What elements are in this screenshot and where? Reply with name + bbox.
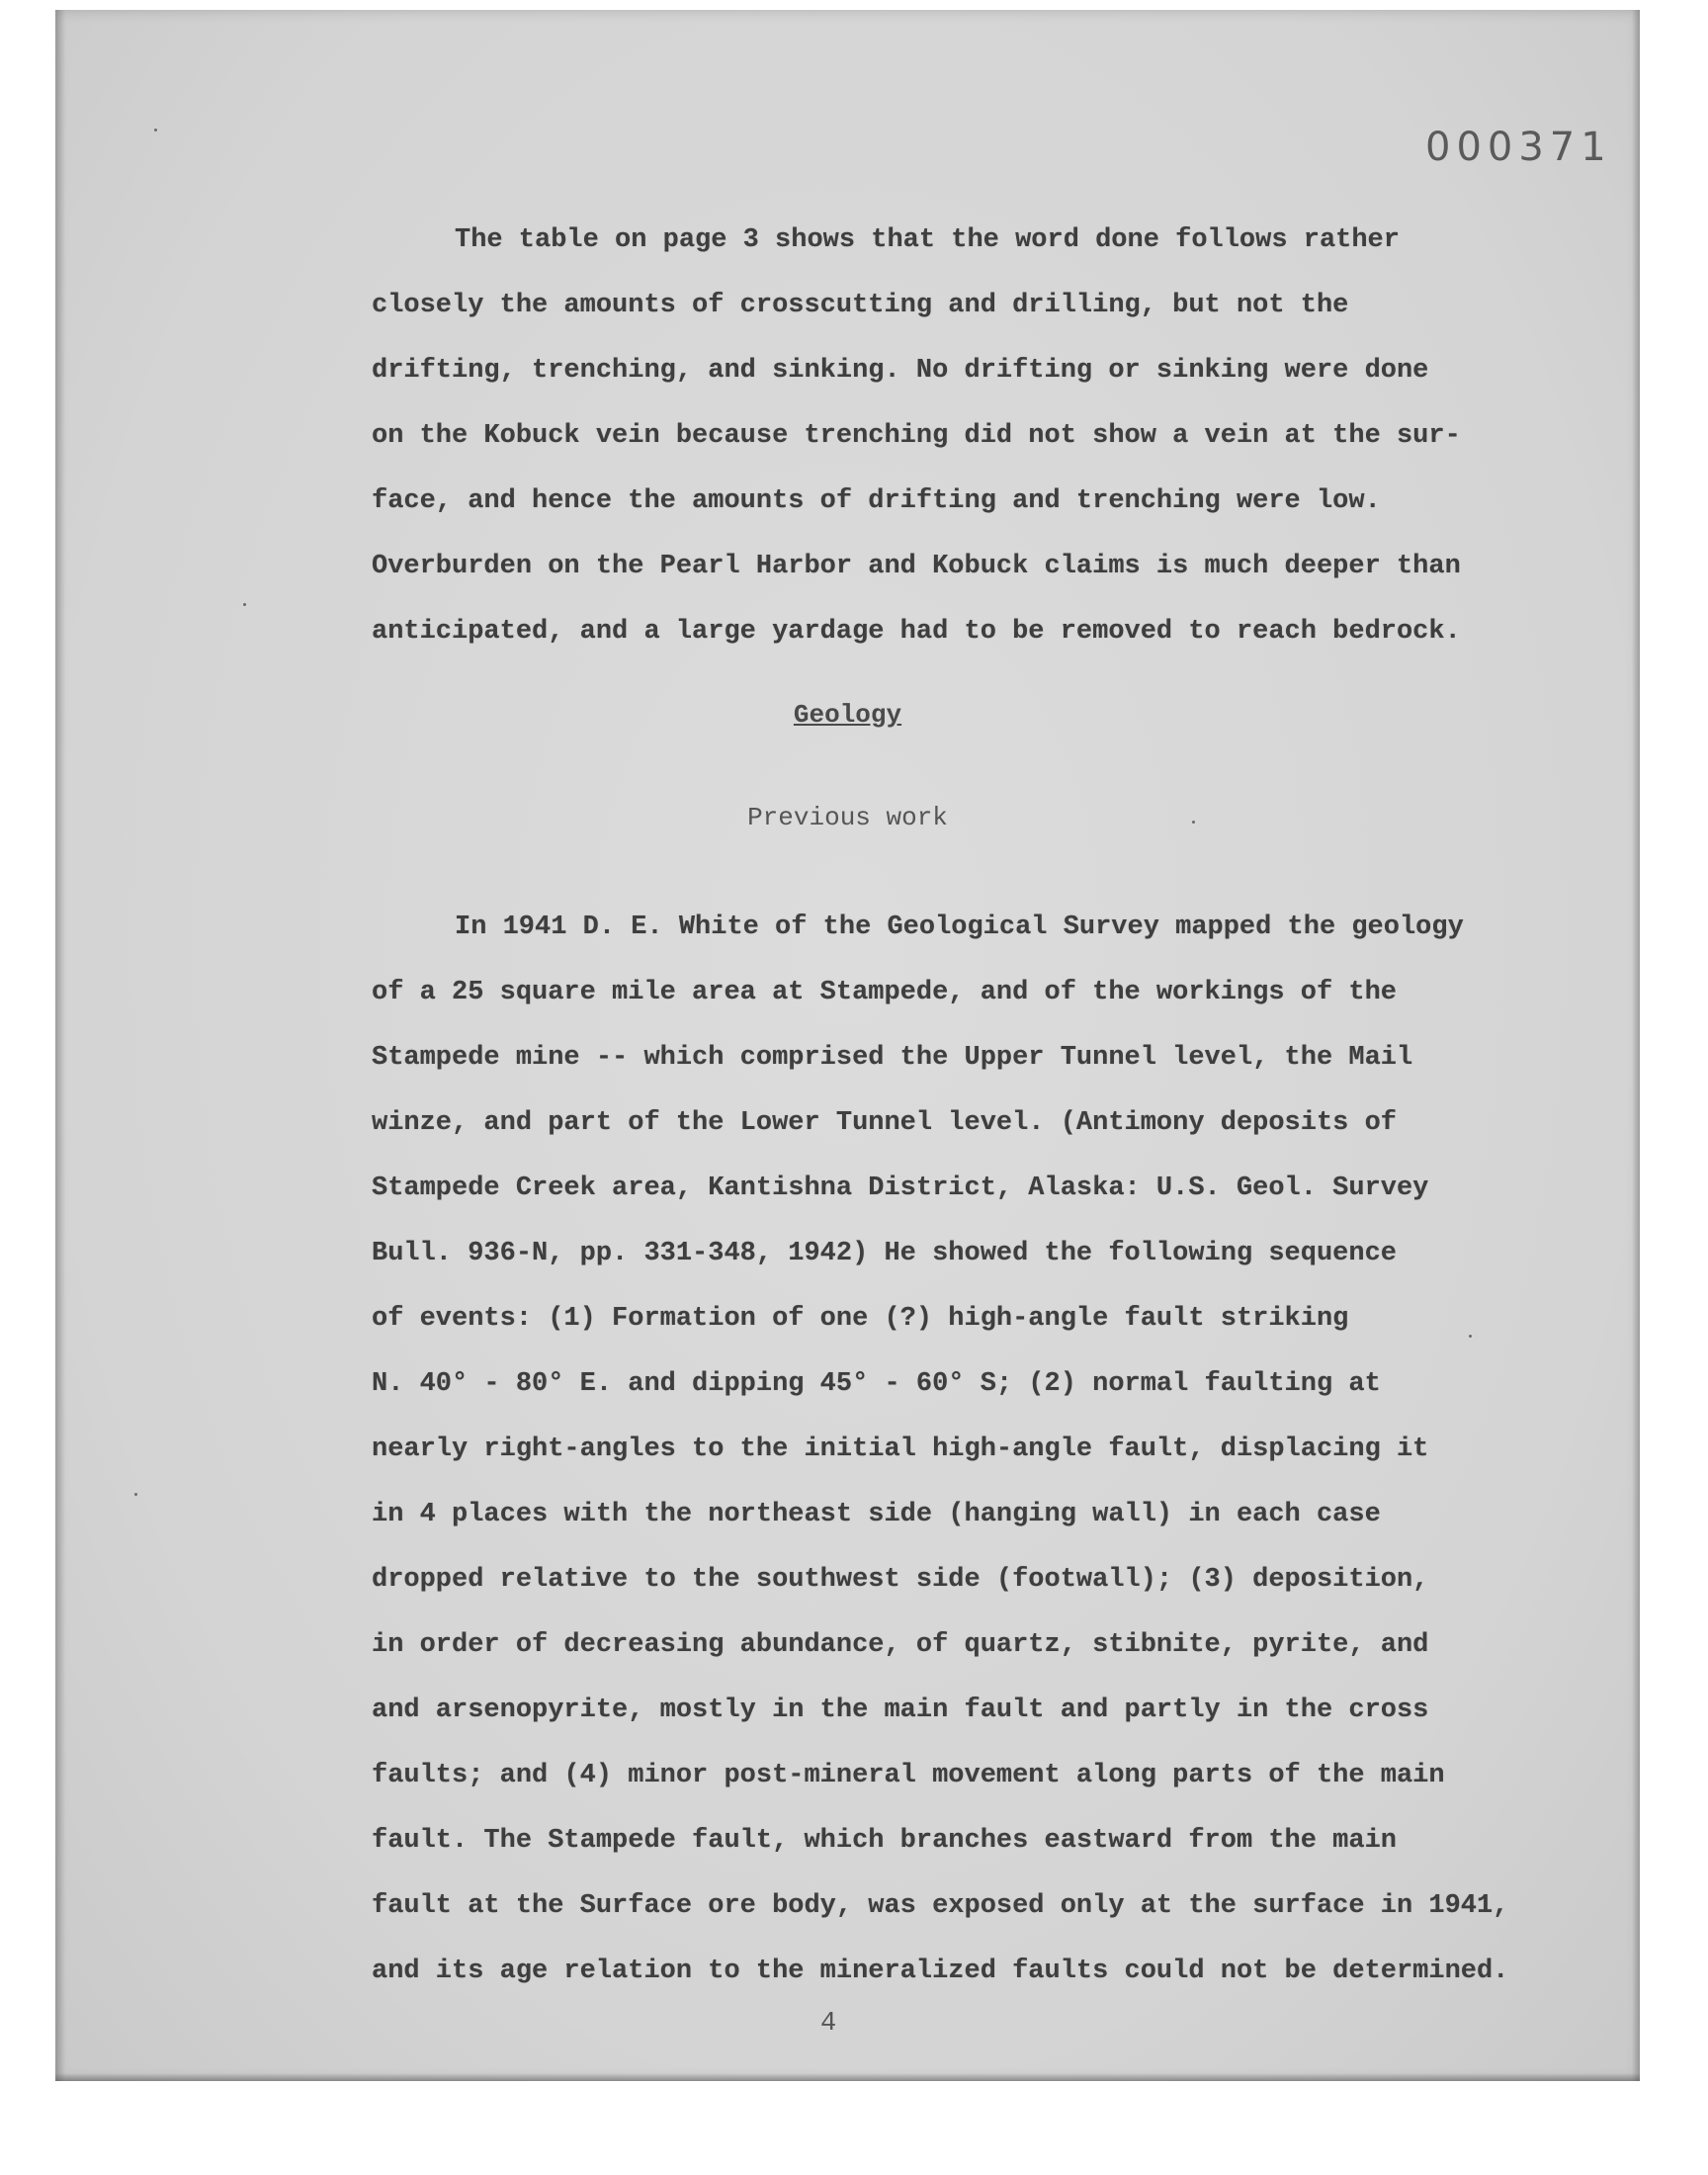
text-line: dropped relative to the southwest side (footwall); (3) deposition, [372,1565,1429,1595]
text-line: of a 25 square mile area at Stampede, and of the workings of the [372,978,1397,1007]
document-number: 000371 [1425,125,1612,170]
text-line: closely the amounts of crosscutting and drilling, but not the [372,291,1349,320]
scan-speck [134,1493,137,1496]
text-line: of events: (1) Formation of one (?) high-angle fault striking [372,1304,1349,1334]
text-line: Overburden on the Pearl Harbor and Kobuck claims is much deeper than [372,552,1461,581]
text-line: anticipated, and a large yardage had to be removed to reach bedrock. [372,617,1461,647]
page-edge-shadow-right [1632,10,1640,2081]
text-line: and arsenopyrite, mostly in the main fault and partly in the cross [372,1696,1429,1725]
scan-speck [243,603,246,606]
text-line: The table on page 3 shows that the word done follows rather [455,225,1400,255]
text-line: faults; and (4) minor post-mineral movement along parts of the main [372,1761,1445,1790]
subsection-heading-previous-work: Previous work [747,803,948,832]
text-line: and its age relation to the mineralized faults could not be determined. [372,1957,1509,1986]
text-line: on the Kobuck vein because trenching did not show a vein at the sur- [372,421,1461,451]
scanned-page [55,10,1640,2081]
paragraph-workings [372,208,1538,664]
text-line: fault at the Surface ore body, was exposed only at the surface in 1941, [372,1891,1509,1921]
page-edge-shadow-left [55,10,65,2081]
scan-speck [1192,821,1195,824]
scan-speck [154,129,157,131]
text-line: in order of decreasing abundance, of quartz, stibnite, pyrite, and [372,1630,1429,1660]
text-line: in 4 places with the northeast side (hanging wall) in each case [372,1500,1381,1529]
text-line: winze, and part of the Lower Tunnel level. (Antimony deposits of [372,1108,1397,1138]
text-line: Stampede mine -- which comprised the Upper Tunnel level, the Mail [372,1043,1413,1073]
text-line: In 1941 D. E. White of the Geological Survey mapped the geology [455,913,1464,942]
text-line: drifting, trenching, and sinking. No drifting or sinking were done [372,356,1429,386]
page-edge-shadow-bottom [55,2073,1640,2081]
text-line: nearly right-angles to the initial high-angle fault, displacing it [372,1435,1429,1464]
page-number: 4 [820,2009,837,2039]
text-line: face, and hence the amounts of drifting and trenching were low. [372,486,1381,516]
section-heading-geology: Geology [793,700,902,730]
text-line: Stampede Creek area, Kantishna District, Alaska: U.S. Geol. Survey [372,1174,1429,1203]
text-line: Bull. 936-N, pp. 331-348, 1942) He showed the following sequence [372,1239,1397,1268]
text-line: N. 40° - 80° E. and dipping 45° - 60° S; (2) normal faulting at [372,1369,1381,1399]
text-line: fault. The Stampede fault, which branches eastward from the main [372,1826,1397,1856]
paragraph-previous-work [372,895,1538,2004]
scan-speck [1469,1335,1472,1338]
